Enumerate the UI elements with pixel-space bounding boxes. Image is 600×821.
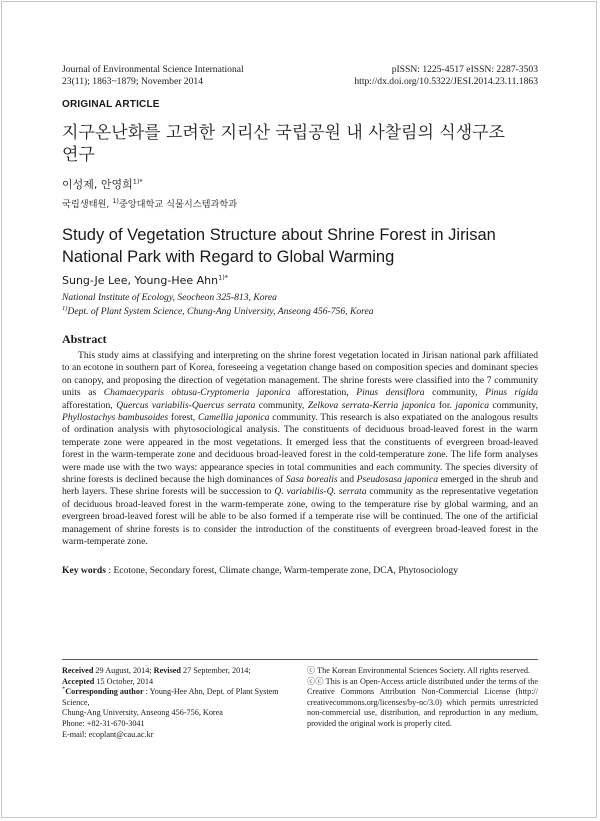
cc-license-icon: ⓒⓒ [307, 676, 324, 686]
korean-affil-b: 중앙대학교 식물시스템과학과 [118, 199, 238, 210]
journal-doi[interactable]: http://dx.doi.org/10.5322/JESI.2014.23.11.1863 [354, 76, 538, 87]
english-authors-names: Sung-Je Lee, Young-Hee Ahn [62, 274, 219, 287]
english-title [62, 224, 542, 268]
korean-authors-names: 이성제, 안영희 [62, 178, 133, 191]
korean-authors [62, 176, 143, 192]
korean-authors-sup: 1)* [132, 177, 143, 186]
keywords: Key words : Ecotone, Secondary forest, Climate change, Warm-temperate zone, DCA, Phytosociology [62, 565, 459, 576]
english-title-line1: Study of Vegetation Structure about Shrine Forest in Jirisan [62, 226, 496, 244]
footer-rule [62, 659, 538, 660]
english-affiliations [62, 291, 542, 319]
keywords-label: Key words [62, 565, 106, 576]
english-affil2-sup: 1) [62, 304, 68, 312]
received-dates: Received 29 August, 2014; Revised 27 September, 2014; [62, 666, 251, 675]
article-type: ORIGINAL ARTICLE [62, 99, 160, 110]
korean-affil-sup: 1) [112, 196, 119, 205]
english-title-line2: National Park with Regard to Global Warming [62, 248, 395, 266]
footer-right [307, 666, 538, 730]
korean-title-line1: 지구온난화를 고려한 지리산 국립공원 내 사찰림의 식생구조 [62, 123, 505, 143]
abstract-heading: Abstract [62, 332, 107, 346]
accepted-date: Accepted 15 October, 2014 [62, 676, 154, 686]
english-authors [62, 274, 228, 287]
journal-name: Journal of Environmental Science International [62, 64, 244, 75]
corresponding-author: *Corresponding author : Young-Hee Ahn, Dept. of Plant System Science, [62, 685, 279, 707]
english-authors-sup: 1)* [218, 273, 229, 282]
corresponding-phone: Phone: +82-31-670-3041 [62, 718, 145, 728]
copyright-icon: ⓒ [307, 666, 316, 675]
license-notice: ⓒⓒ This is an Open-Access article distributed under the terms of the Creative Commons Attribution Non-Commercial License (http:// creativecommons.org/licenses/by-nc/3.0) which permits unrestricted non-commercial use, distribution, and reproduction in any medium, provided the original work is properly cited. [307, 676, 538, 728]
journal-issue: 23(11); 1863~1879; November 2014 [62, 76, 203, 87]
corresponding-address: Chung-Ang University, Anseong 456-756, Korea [62, 708, 223, 718]
copyright-notice: ⓒ The Korean Environmental Sciences Society. All rights reserved. [307, 666, 531, 675]
english-affil1: National Institute of Ecology, Seocheon 325-813, Korea [62, 292, 277, 303]
abstract-paragraph: This study aims at classifying and interpreting on the shrine forest vegetation located in Jirisan national park affiliated to an ecotone in southern part of Korea, foreseeing a vegetation change based on composition species and dominant species on canopy, and proposing the direction of vegetation management. The shrine forests were classified into the 7 community units as Chamaecyparis obtusa-Cryptomeria japonica afforestation, Pinus densiflora community, Pinus rigida afforestation, Quercus variabilis-Quercus serrata community, Zelkova serrata-Kerria japonica for. japonica community, Phyllostachys bambusoides forest, Camellia japonica community. This research is also expatiated on the analogous results of ordination analysis with phytosociological analysis. The constituents of deciduous broad-leaved forest in the warm temperate zone were appeared in the most vegetations. It emerged less that the constituents of evergreen broad-leaved forest in the warm-temperate zone and deciduous broad-leaved forest in the cold-temperature zone. The life form analyses were made use with the two ways: appearance species in total communities and each community. The species diversity of shrine forests is declined because the high dominances of Sasa borealis and Pseudosasa japonica emerged in the shrub and herb layers. These shrine forests will be succession to Q. variabilis-Q. serrata community as the representative vegetation of deciduous broad-leaved forest in the warm-temperate zone, owing to the temperature rise by global warming, and an evergreen broad-leaved forest will be able to be also formed if a temperate rise will be continued. The one of the artificial management of shrine forests is to consider the introduction of the constituents of evergreen broad-leaved forest in the warm-temperate zone. [62, 350, 539, 548]
journal-header-left [62, 64, 322, 88]
korean-title [62, 122, 542, 166]
abstract-body [62, 350, 538, 549]
journal-header-right [300, 64, 538, 88]
korean-affil-a: 국립생태원, [62, 199, 113, 210]
footer-left [62, 666, 290, 740]
korean-title-line2: 연구 [62, 145, 95, 165]
keywords-text: Ecotone, Secondary forest, Climate change, Warm-temperate zone, DCA, Phytosociology [113, 565, 459, 576]
english-affil2: $^{1)}$Dept. of Plant System Science, Chung-Ang University, Anseong 456-756, Korea [62, 304, 374, 317]
korean-affiliation [62, 196, 237, 210]
corresponding-email[interactable]: E-mail: ecoplant@cau.ac.kr [62, 729, 154, 739]
journal-issn: pISSN: 1225-4517 eISSN: 2287-3503 [391, 64, 538, 75]
